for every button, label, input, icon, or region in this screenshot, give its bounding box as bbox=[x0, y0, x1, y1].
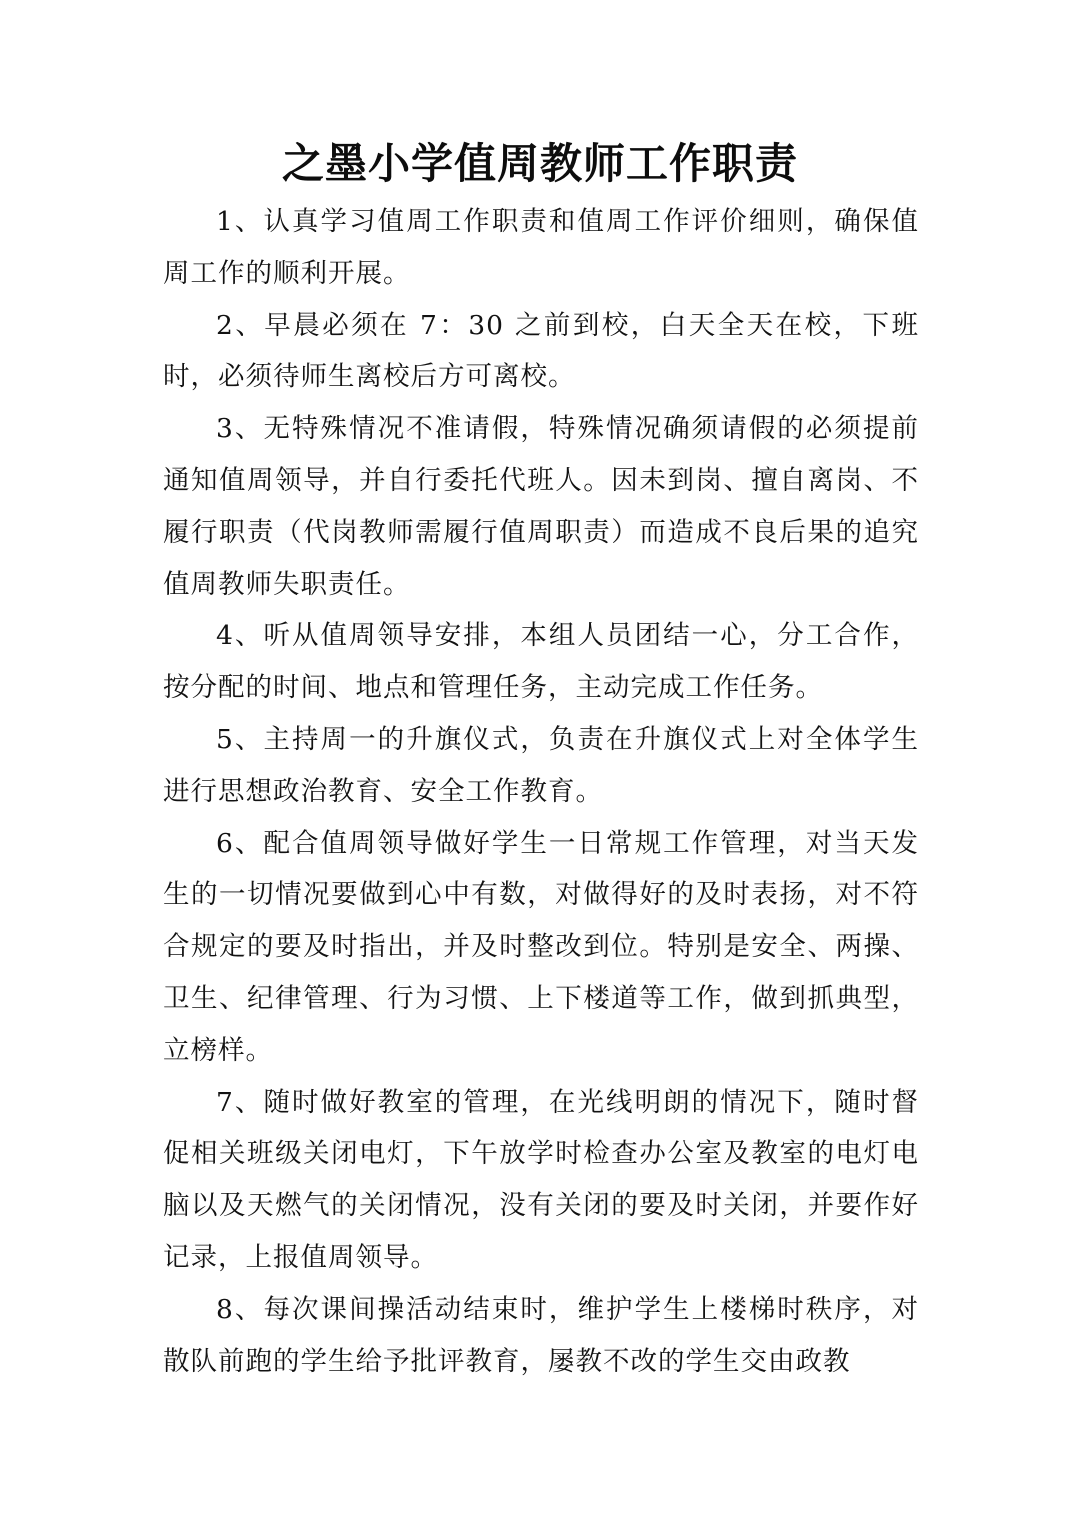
paragraph-4: 4、听从值周领导安排，本组人员团结一心，分工合作，按分配的时间、地点和管理任务，主动完成工作任务。 bbox=[163, 620, 919, 704]
paragraph-2: 2、早晨必须在 7：30 之前到校，白天全天在校，下班时，必须待师生离校后方可离校。 bbox=[163, 309, 919, 393]
paragraph-1: 1、认真学习值周工作职责和值周工作评价细则，确保值周工作的顺利开展。 bbox=[163, 206, 919, 289]
document-title: 之墨小学值周教师工作职责 bbox=[281, 139, 798, 188]
paragraph-5: 5、主持周一的升旗仪式，负责在升旗仪式上对全体学生进行思想政治教育、安全工作教育。 bbox=[163, 723, 919, 807]
paragraph-6: 6、配合值周领导做好学生一日常规工作管理，对当天发生的一切情况要做到心中有数，对做得好的及时表扬，对不符合规定的要及时指出，并及时整改到位。特别是安全、两操、卫生、纪律管理、行为习惯、上下楼道等工作，做到抓典型，立榜样。 bbox=[163, 827, 919, 1066]
document-body bbox=[163, 196, 919, 1387]
paragraph-7: 7、随时做好教室的管理，在光线明朗的情况下，随时督促相关班级关闭电灯，下午放学时检查办公室及教室的电灯电脑以及天燃气的关闭情况，没有关闭的要及时关闭，并要作好记录，上报值周领导。 bbox=[163, 1086, 919, 1273]
paragraph-8: 8、每次课间操活动结束时，维护学生上楼梯时秩序，对散队前跑的学生给予批评教育，屡教不改的学生交由政教 bbox=[163, 1293, 919, 1377]
paragraph-3: 3、无特殊情况不准请假，特殊情况确须请假的必须提前通知值周领导，并自行委托代班人。因未到岗、擅自离岗、不履行职责（代岗教师需履行值周职责）而造成不良后果的追究值周教师失职责任。 bbox=[163, 413, 919, 600]
